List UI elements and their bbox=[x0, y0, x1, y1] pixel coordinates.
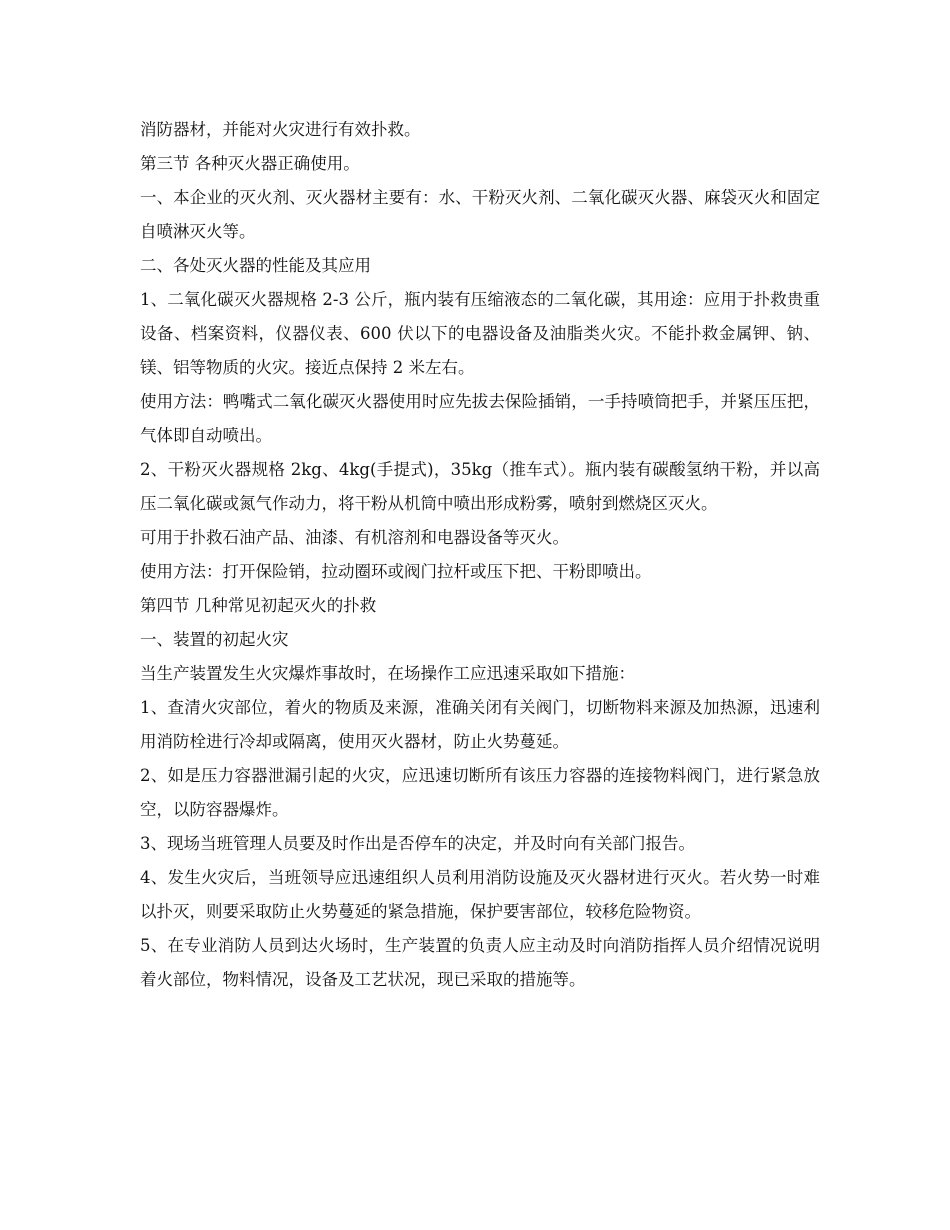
subheading-extinguisher-performance: 二、各处灭火器的性能及其应用 bbox=[140, 256, 371, 275]
paragraph-intro-measures: 当生产装置发生火灾爆炸事故时，在场操作工应迅速采取如下措施： bbox=[140, 664, 635, 683]
list-item-measure-1: 1、查清火灾部位，着火的物质及来源，准确关闭有关阀门，切断物料来源及加热源，迅速利用消防栓进行冷却或隔离，使用灭火器材，防止火势蔓延。 bbox=[140, 698, 820, 751]
paragraph-continuation: 消防器材，并能对火灾进行有效扑救。 bbox=[140, 120, 421, 139]
list-item-measure-4: 4、发生火灾后，当班领导应迅速组织人员利用消防设施及灭火器材进行灭火。若火势一时难以扑灭，则要采取防止火势蔓延的紧急措施，保护要害部位，较移危险物资。 bbox=[140, 868, 820, 921]
list-item-measure-5: 5、在专业消防人员到达火场时，生产装置的负责人应主动及时向消防指挥人员介绍情况说明着火部位，物料情况，设备及工艺状况，现已采取的措施等。 bbox=[140, 936, 820, 989]
paragraph-co2-extinguisher: 1、二氧化碳灭火器规格 2-3 公斤，瓶内装有压缩液态的二氧化碳，其用途：应用于扑救贵重设备、档案资料，仪器仪表、600 伏以下的电器设备及油脂类火灾。不能扑救金属钾、钠、镁、铝等物质的火灾。接近点保持 2 米左右。 bbox=[140, 290, 820, 377]
paragraph-extinguishing-agents: 一、本企业的灭火剂、灭火器材主要有：水、干粉灭火剂、二氧化碳灭火器、麻袋灭火和固定自喷淋灭火等。 bbox=[140, 188, 820, 241]
paragraph-dry-powder-applications: 可用于扑救石油产品、油漆、有机溶剂和电器设备等灭火。 bbox=[140, 528, 569, 547]
paragraph-dry-powder-extinguisher: 2、干粉灭火器规格 2kg、4kg(手提式)，35kg（推车式）。瓶内装有碳酸氢纳干粉，并以高压二氧化碳或氮气作动力，将干粉从机筒中喷出形成粉雾，喷射到燃烧区灭火。 bbox=[140, 460, 820, 513]
section-heading-3: 第三节 各种灭火器正确使用。 bbox=[140, 154, 360, 173]
section-heading-4: 第四节 几种常见初起灭火的扑救 bbox=[140, 596, 377, 615]
document-body bbox=[140, 113, 820, 997]
list-item-measure-3: 3、现场当班管理人员要及时作出是否停车的决定，并及时向有关部门报告。 bbox=[140, 834, 695, 853]
paragraph-co2-usage: 使用方法：鸭嘴式二氧化碳灭火器使用时应先拔去保险插销，一手持喷筒把手，并紧压压把，气体即自动喷出。 bbox=[140, 392, 820, 445]
paragraph-dry-powder-usage: 使用方法：打开保险销，拉动圈环或阀门拉杆或压下把、干粉即喷出。 bbox=[140, 562, 652, 581]
list-item-measure-2: 2、如是压力容器泄漏引起的火灾，应迅速切断所有该压力容器的连接物料阀门，进行紧急放空，以防容器爆炸。 bbox=[140, 766, 820, 819]
subheading-device-initial-fire: 一、装置的初起火灾 bbox=[140, 630, 289, 649]
